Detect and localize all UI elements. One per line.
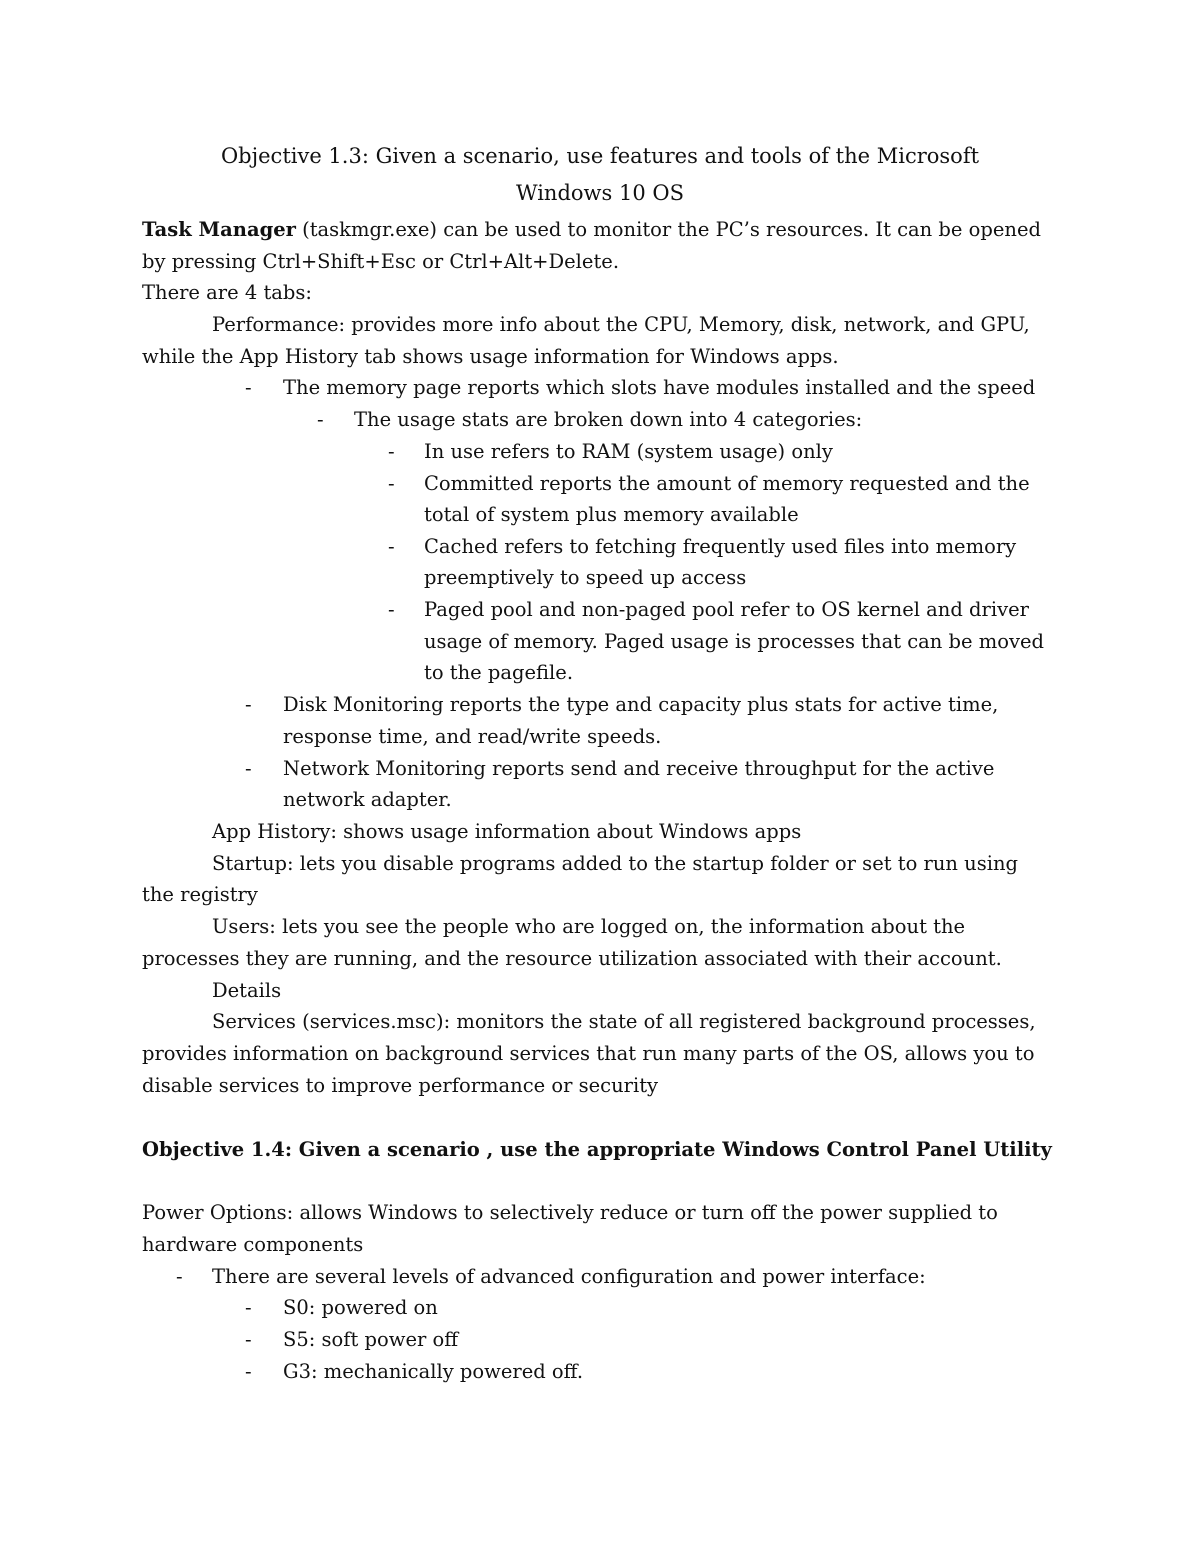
bullet-dash: - [317, 408, 324, 431]
disk-line2: response time, and read/write speeds. [283, 725, 662, 748]
bullet-dash: - [388, 535, 395, 558]
in-use-bullet: In use refers to RAM (system usage) only [424, 440, 833, 463]
bullet-dash: - [245, 757, 252, 780]
memory-page-bullet: The memory page reports which slots have modules installed and the speed [283, 376, 1036, 399]
paged-line3: to the pagefile. [424, 661, 574, 684]
network-line2: network adapter. [283, 788, 452, 811]
committed-line1: Committed reports the amount of memory requested and the [424, 472, 1030, 495]
objective-1-4-title: Objective 1.4: Given a scenario , use the appropriate Windows Control Panel Utility [142, 1138, 1052, 1161]
bullet-dash: - [245, 376, 252, 399]
bullet-dash: - [245, 693, 252, 716]
performance-line2: while the App History tab shows usage information for Windows apps. [142, 345, 839, 368]
details: Details [212, 979, 282, 1002]
committed-line2: total of system plus memory available [424, 503, 799, 526]
app-history: App History: shows usage information about Windows apps [212, 820, 802, 843]
services-line2: provides information on background services that run many parts of the OS, allows you to [142, 1042, 1035, 1065]
services-line3: disable services to improve performance or security [142, 1074, 659, 1097]
cached-line2: preemptively to speed up access [424, 566, 747, 589]
services-line1: Services (services.msc): monitors the state of all registered background processes, [212, 1010, 1036, 1033]
bullet-dash: - [388, 598, 395, 621]
bullet-dash: - [245, 1360, 252, 1383]
startup-line2: the registry [142, 883, 258, 906]
task-manager-intro-rest: (taskmgr.exe) can be used to monitor the PC’s resources. It can be opened [295, 218, 1041, 241]
disk-line1: Disk Monitoring reports the type and capacity plus stats for active time, [283, 693, 999, 716]
s5-bullet: S5: soft power off [283, 1328, 459, 1351]
power-options-line1: Power Options: allows Windows to selectively reduce or turn off the power supplied to [142, 1201, 998, 1224]
task-manager-intro-line1 [142, 214, 1041, 246]
cached-line1: Cached refers to fetching frequently used files into memory [424, 535, 1017, 558]
bullet-dash: - [176, 1265, 183, 1288]
usage-stats-bullet: The usage stats are broken down into 4 categories: [354, 408, 863, 431]
users-line2: processes they are running, and the resource utilization associated with their account. [142, 947, 1002, 970]
g3-bullet: G3: mechanically powered off. [283, 1360, 584, 1383]
performance-line1: Performance: provides more info about the CPU, Memory, disk, network, and GPU, [212, 313, 1030, 336]
users-line1: Users: lets you see the people who are logged on, the information about the [212, 915, 966, 938]
bullet-dash: - [245, 1328, 252, 1351]
tabs-intro: There are 4 tabs: [142, 281, 312, 304]
task-manager-intro-line2: by pressing Ctrl+Shift+Esc or Ctrl+Alt+Delete. [142, 250, 620, 273]
task-manager-bold: Task Manager [142, 218, 296, 241]
startup-line1: Startup: lets you disable programs added to the startup folder or set to run using [212, 852, 1019, 875]
bullet-dash: - [388, 472, 395, 495]
paged-line2: usage of memory. Paged usage is processes that can be moved [424, 630, 1045, 653]
s0-bullet: S0: powered on [283, 1296, 438, 1319]
bullet-dash: - [388, 440, 395, 463]
objective-1-3-title-line1: Objective 1.3: Given a scenario, use features and tools of the Microsoft [220, 144, 980, 168]
power-levels-bullet: There are several levels of advanced configuration and power interface: [212, 1265, 926, 1288]
power-options-line2: hardware components [142, 1233, 364, 1256]
paged-line1: Paged pool and non-paged pool refer to OS kernel and driver [424, 598, 1029, 621]
objective-1-3-title-line2: Windows 10 OS [516, 181, 684, 205]
bullet-dash: - [245, 1296, 252, 1319]
network-line1: Network Monitoring reports send and receive throughput for the active [283, 757, 995, 780]
